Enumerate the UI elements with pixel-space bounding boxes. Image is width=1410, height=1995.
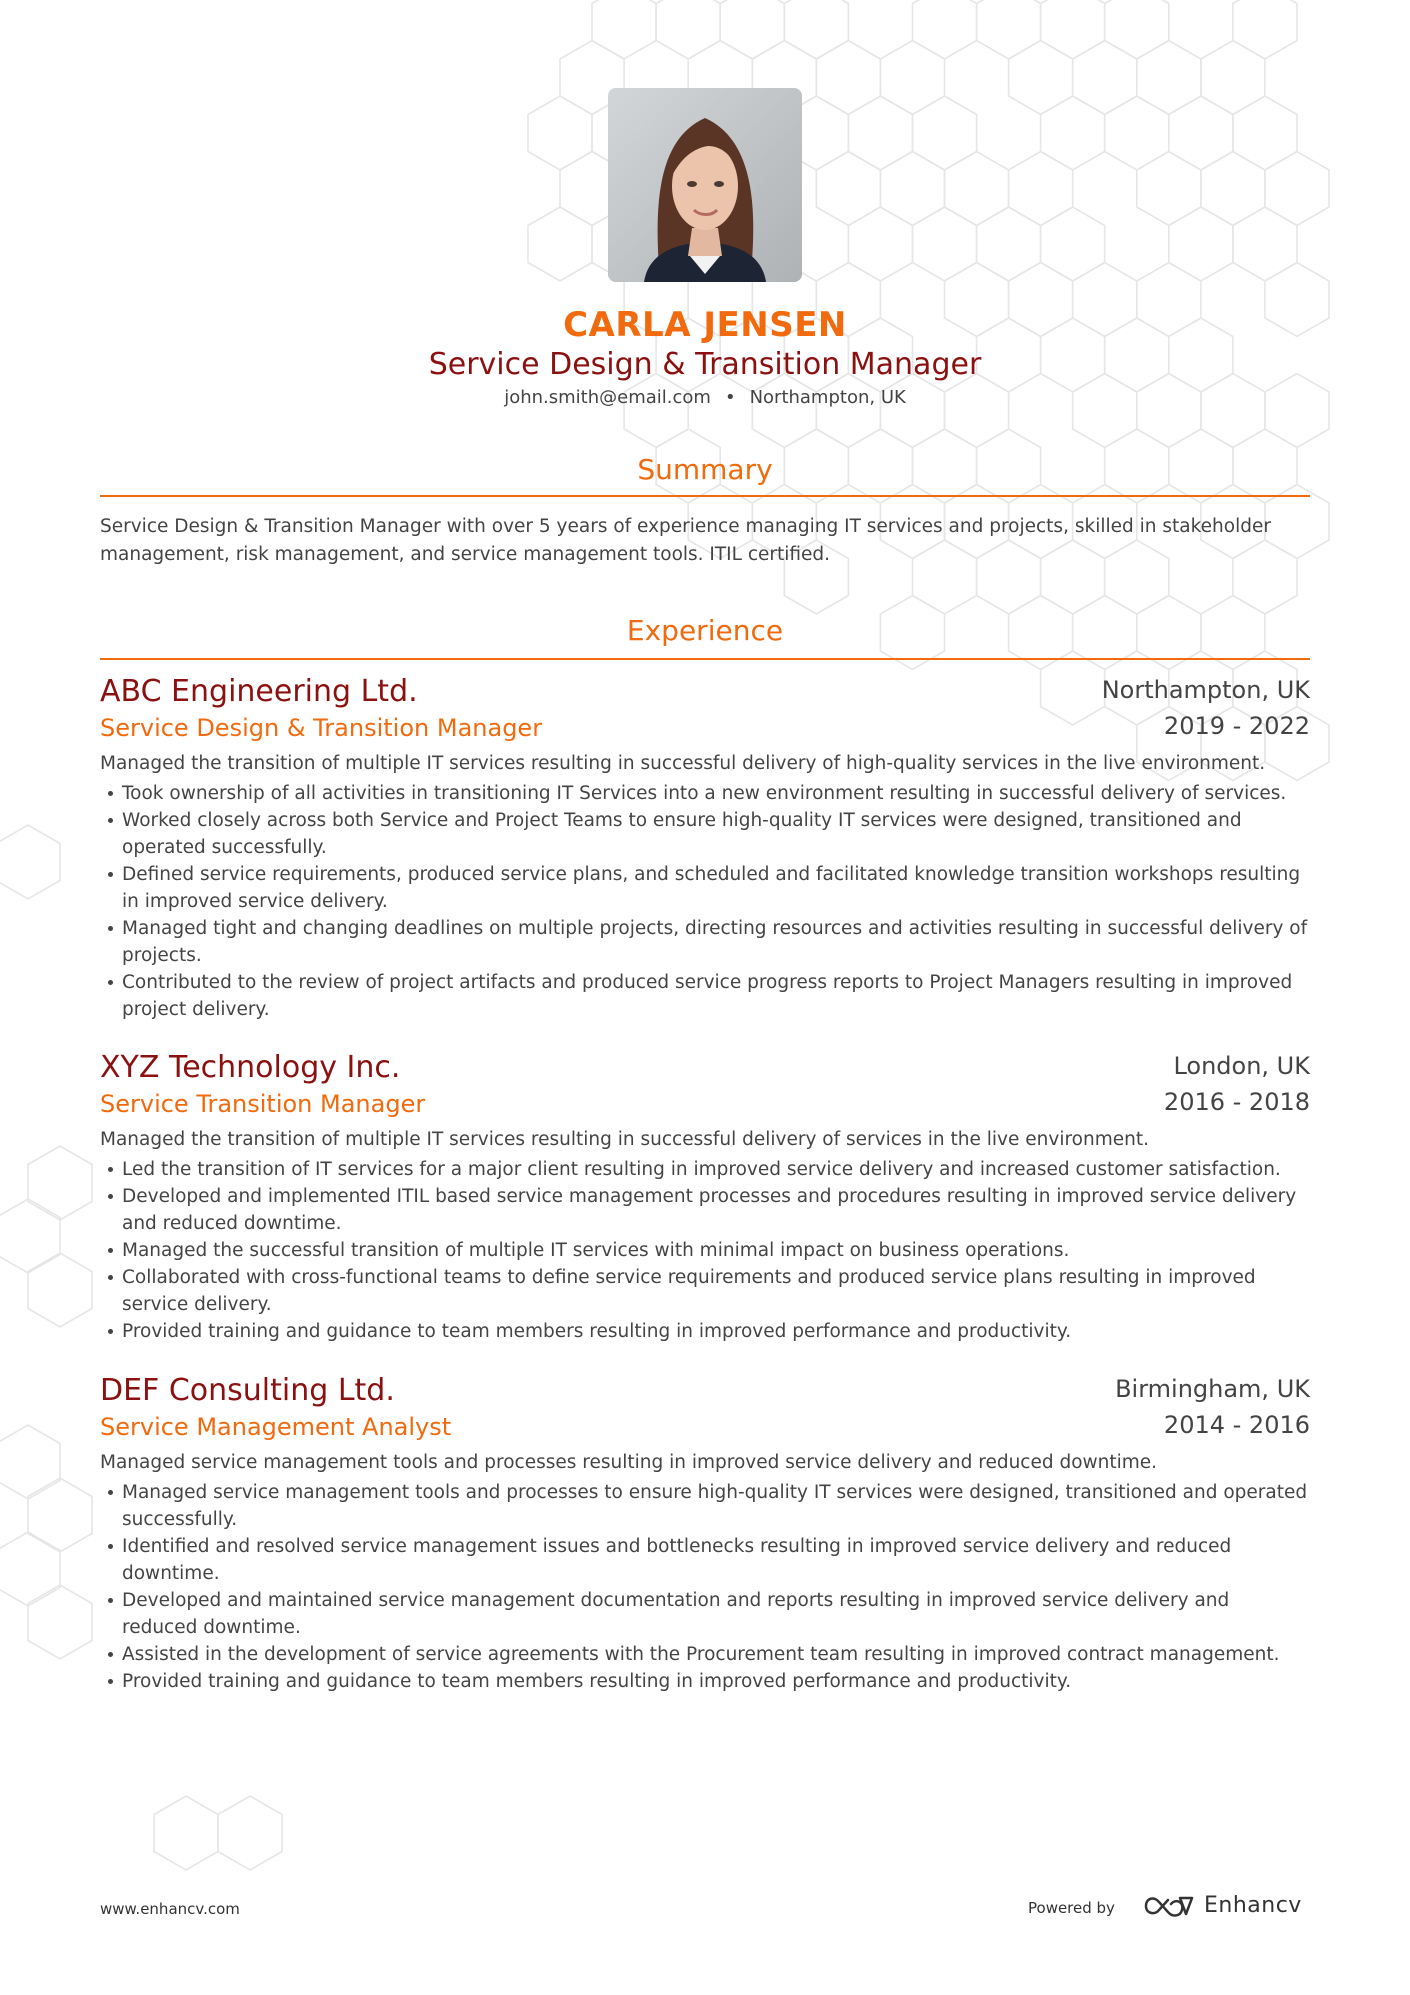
- company-name: XYZ Technology Inc.: [100, 1050, 401, 1085]
- bullet-item: Managed the successful transition of multiple IT services with minimal impact on business operations.: [100, 1237, 1310, 1264]
- bullet-item: Collaborated with cross-functional teams to define service requirements and produced service plans resulting in improved service delivery.: [100, 1264, 1310, 1318]
- summary-divider: [100, 495, 1310, 497]
- bullet-item: Defined service requirements, produced service plans, and scheduled and facilitated knowledge transition workshops resulting in improved service delivery.: [100, 861, 1310, 915]
- summary-text: Service Design & Transition Manager with over 5 years of experience managing IT services and projects, skilled in stakeholder management, risk management, and service management tools. ITIL certified.: [100, 516, 1271, 565]
- candidate-location: Northampton, UK: [749, 387, 906, 408]
- summary-heading: Summary: [637, 453, 773, 486]
- bullet-item: Developed and implemented ITIL based service management processes and procedures resulting in improved service delivery and reduced downtime.: [100, 1183, 1310, 1237]
- job-bullets: [100, 780, 1310, 1023]
- bullet-item: Provided training and guidance to team members resulting in improved performance and productivity.: [100, 1318, 1310, 1345]
- job-location: Birmingham, UK: [1115, 1375, 1310, 1403]
- job-role: Service Management Analyst: [100, 1413, 452, 1441]
- job-description: Managed service management tools and processes resulting in improved service delivery and reduced downtime.: [100, 1452, 1158, 1473]
- experience-heading: Experience: [626, 614, 784, 647]
- job-dates: 2016 - 2018: [1163, 1088, 1310, 1116]
- footer-website-link[interactable]: www.enhancv.com: [100, 1900, 240, 1918]
- enhancv-logo-icon: [1144, 1892, 1194, 1920]
- company-name: ABC Engineering Ltd.: [100, 674, 418, 709]
- email-link[interactable]: john.smith@email.com: [504, 387, 711, 408]
- job-bullets: [100, 1156, 1310, 1345]
- job-location: Northampton, UK: [1101, 676, 1310, 704]
- contact-separator: •: [724, 387, 736, 408]
- job-location: London, UK: [1173, 1052, 1310, 1080]
- job-dates: 2019 - 2022: [1163, 712, 1310, 740]
- job-role: Service Transition Manager: [100, 1090, 426, 1118]
- candidate-title: Service Design & Transition Manager: [428, 347, 982, 382]
- job-role: Service Design & Transition Manager: [100, 714, 543, 742]
- bullet-item: Provided training and guidance to team members resulting in improved performance and productivity.: [100, 1668, 1310, 1695]
- bullet-item: Developed and maintained service management documentation and reports resulting in improved service delivery and reduced downtime.: [100, 1587, 1310, 1641]
- bullet-item: Worked closely across both Service and Project Teams to ensure high-quality IT services were designed, transitioned and operated successfully.: [100, 807, 1310, 861]
- experience-divider: [100, 658, 1310, 660]
- bullet-item: Assisted in the development of service agreements with the Procurement team resulting in improved contract management.: [100, 1641, 1310, 1668]
- job-bullets: [100, 1479, 1310, 1695]
- company-name: DEF Consulting Ltd.: [100, 1373, 395, 1408]
- job-description: Managed the transition of multiple IT services resulting in successful delivery of services in the live environment.: [100, 1129, 1149, 1150]
- bullet-item: Contributed to the review of project artifacts and produced service progress reports to Project Managers resulting in improved project delivery.: [100, 969, 1310, 1023]
- bullet-item: Led the transition of IT services for a major client resulting in improved service delivery and increased customer satisfaction.: [100, 1156, 1310, 1183]
- bullet-item: Took ownership of all activities in transitioning IT Services into a new environment resulting in successful delivery of services.: [100, 780, 1310, 807]
- profile-photo: [608, 88, 802, 282]
- job-description: Managed the transition of multiple IT services resulting in successful delivery of high-quality services in the live environment.: [100, 753, 1266, 774]
- enhancv-brand-name[interactable]: Enhancv: [1204, 1893, 1302, 1918]
- candidate-name: CARLA JENSEN: [563, 305, 847, 345]
- bullet-item: Managed service management tools and processes to ensure high-quality IT services were designed, transitioned and operated successfully.: [100, 1479, 1310, 1533]
- bullet-item: Managed tight and changing deadlines on multiple projects, directing resources and activities resulting in successful delivery of projects.: [100, 915, 1310, 969]
- bullet-item: Identified and resolved service management issues and bottlenecks resulting in improved service delivery and reduced downtime.: [100, 1533, 1310, 1587]
- job-dates: 2014 - 2016: [1163, 1411, 1310, 1439]
- contact-line: [0, 387, 1410, 408]
- powered-by-label: Powered by: [1028, 1899, 1115, 1917]
